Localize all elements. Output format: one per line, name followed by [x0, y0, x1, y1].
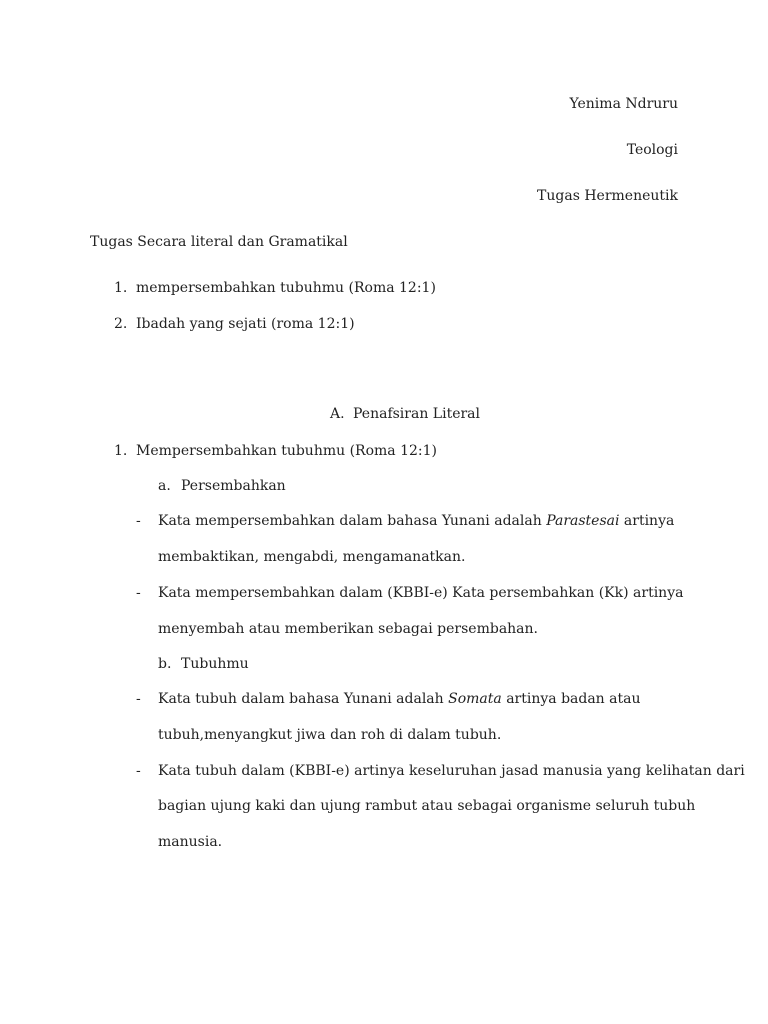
bullet-continuation: membaktikan, mengabdi, mengamanatkan. — [158, 549, 466, 565]
department-label: Teologi — [626, 142, 678, 158]
bullet-dash: - — [136, 763, 141, 779]
bullet-continuation: manusia. — [158, 834, 223, 850]
greek-term: Somata — [448, 691, 502, 707]
intro-item-2-text: Ibadah yang sejati (roma 12:1) — [136, 316, 355, 332]
point-1-text: Mempersembahkan tubuhmu (Roma 12:1) — [136, 443, 437, 459]
greek-term: Parastesai — [546, 513, 620, 529]
bullet-text: Kata tubuh dalam (KBBI-e) artinya keseluruhan jasad manusia yang kelihatan dari — [158, 763, 745, 779]
document-title: Tugas Secara literal dan Gramatikal — [90, 234, 348, 250]
assignment-title: Tugas Hermeneutik — [537, 188, 678, 204]
sub-a-letter: a. — [158, 478, 171, 494]
bullet-text-part: artinya — [619, 513, 675, 529]
section-a-title: Penafsiran Literal — [353, 406, 480, 422]
sub-a-title: Persembahkan — [181, 478, 286, 494]
bullet-text: Kata mempersembahkan dalam (KBBI-e) Kata persembahkan (Kk) artinya — [158, 585, 684, 601]
bullet-dash: - — [136, 585, 141, 601]
bullet-text — [158, 690, 641, 708]
point-1-number: 1. — [114, 443, 128, 459]
intro-item-2-number: 2. — [114, 316, 128, 332]
bullet-continuation: tubuh,menyangkut jiwa dan roh di dalam tubuh. — [158, 727, 502, 743]
intro-item-1-number: 1. — [114, 280, 128, 296]
sub-b-title: Tubuhmu — [181, 656, 249, 672]
bullet-dash: - — [136, 691, 141, 707]
bullet-text-part: Kata tubuh dalam bahasa Yunani adalah — [158, 691, 449, 707]
author-name: Yenima Ndruru — [569, 96, 678, 112]
bullet-dash: - — [136, 513, 141, 529]
bullet-text-part: Kata mempersembahkan dalam bahasa Yunani adalah — [158, 513, 547, 529]
bullet-text-part: artinya badan atau — [501, 691, 641, 707]
intro-item-1-text: mempersembahkan tubuhmu (Roma 12:1) — [136, 280, 436, 296]
bullet-text — [158, 512, 674, 530]
bullet-continuation: menyembah atau memberikan sebagai persembahan. — [158, 621, 538, 637]
section-a-letter: A. — [330, 406, 345, 422]
bullet-continuation: bagian ujung kaki dan ujung rambut atau sebagai organisme seluruh tubuh — [158, 798, 696, 814]
sub-b-letter: b. — [158, 656, 172, 672]
